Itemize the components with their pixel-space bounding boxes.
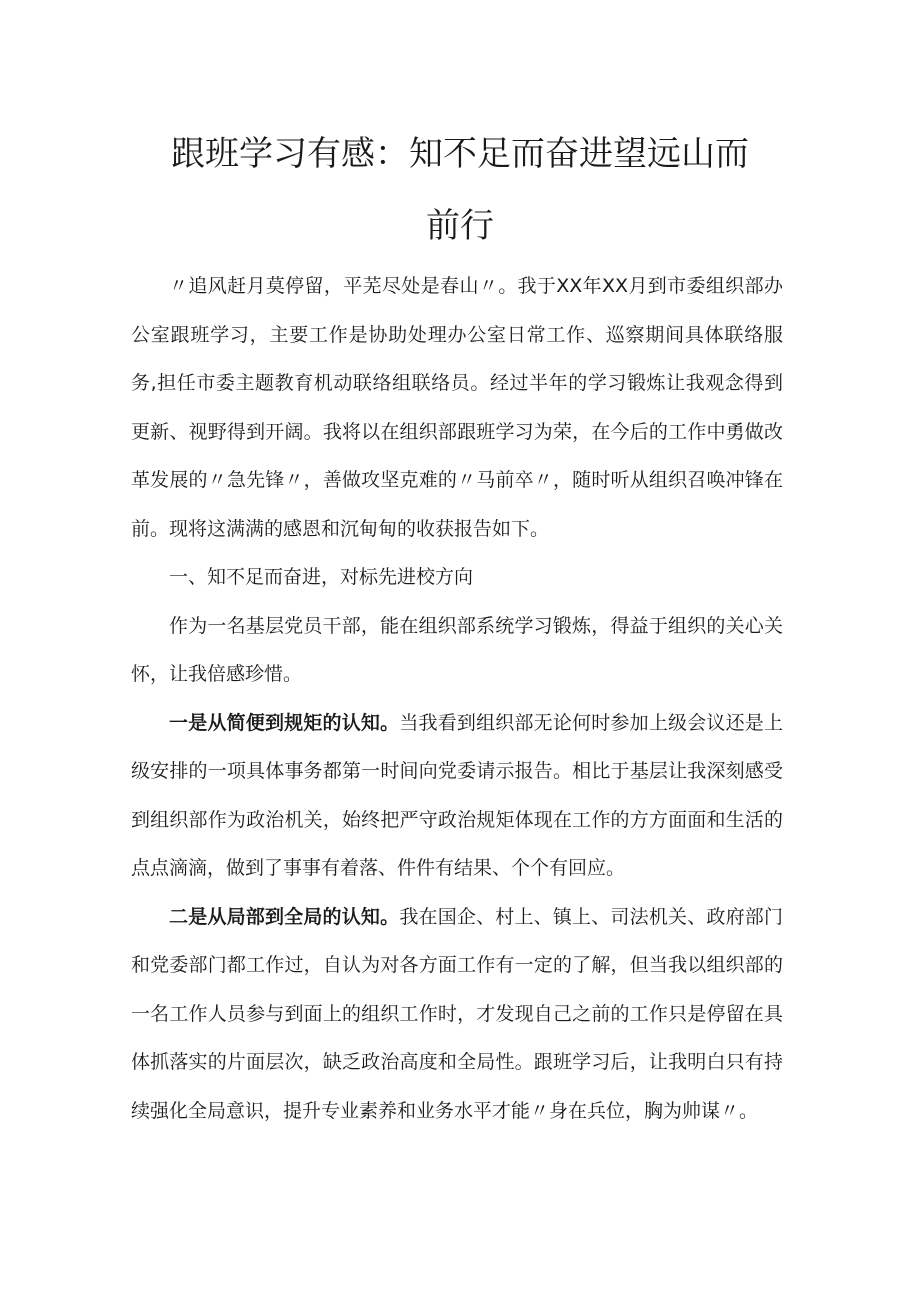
point2-paragraph xyxy=(131,893,783,1136)
point1-paragraph xyxy=(131,699,783,893)
document-body xyxy=(131,262,783,1135)
document-title-line2: 前行 xyxy=(426,206,494,246)
intro-paragraph: 〃追风赶月莫停留，平芜尽处是春山〃。我于XX年XX月到市委组织部办公室跟班学习，主要工作是协助处理办公室日常工作、巡察期间具体联络服务,担任市委主题教育机动联络组联络员。经过半年的学习锻炼让我观念得到更新、视野得到开阔。我将以在组织部跟班学习为荣，在今后的工作中勇做改革发展的〃急先锋〃，善做攻坚克难的〃马前卒〃，随时听从组织召唤冲锋在前。现将这满满的感恩和沉甸甸的收获报告如下。 xyxy=(131,275,783,540)
point1-lead: 一是从简便到规矩的认知。 xyxy=(169,711,400,734)
document-title-line1: 跟班学习有感：知不足而奋进望远山而 xyxy=(171,134,749,174)
point1-text: 当我看到组织部无论何时参加上级会议还是上级安排的一项具体事务都第一时间向党委请示报告。相比于基层让我深刻感受到组织部作为政治机关，始终把严守政治规矩体现在工作的方方面面和生活的点点滴滴，做到了事事有着落、件件有结果、个个有回应。 xyxy=(131,711,783,879)
section1-intro-paragraph: 作为一名基层党员干部，能在组织部系统学习锻炼，得益于组织的关心关怀，让我倍感珍惜。 xyxy=(131,614,783,685)
section1-heading: 一、知不足而奋进，对标先进校方向 xyxy=(169,566,474,588)
point2-lead: 二是从局部到全局的认知。 xyxy=(169,905,400,928)
point2-text: 我在国企、村上、镇上、司法机关、政府部门和党委部门都工作过，自认为对各方面工作有一定的了解，但当我以组织部的一名工作人员参与到面上的组织工作时，才发现自己之前的工作只是停留在具体抓落实的片面层次，缺乏政治高度和全局性。跟班学习后，让我明白只有持续强化全局意识，提升专业素养和业务水平才能〃身在兵位，胸为帅谋〃。 xyxy=(131,905,783,1122)
